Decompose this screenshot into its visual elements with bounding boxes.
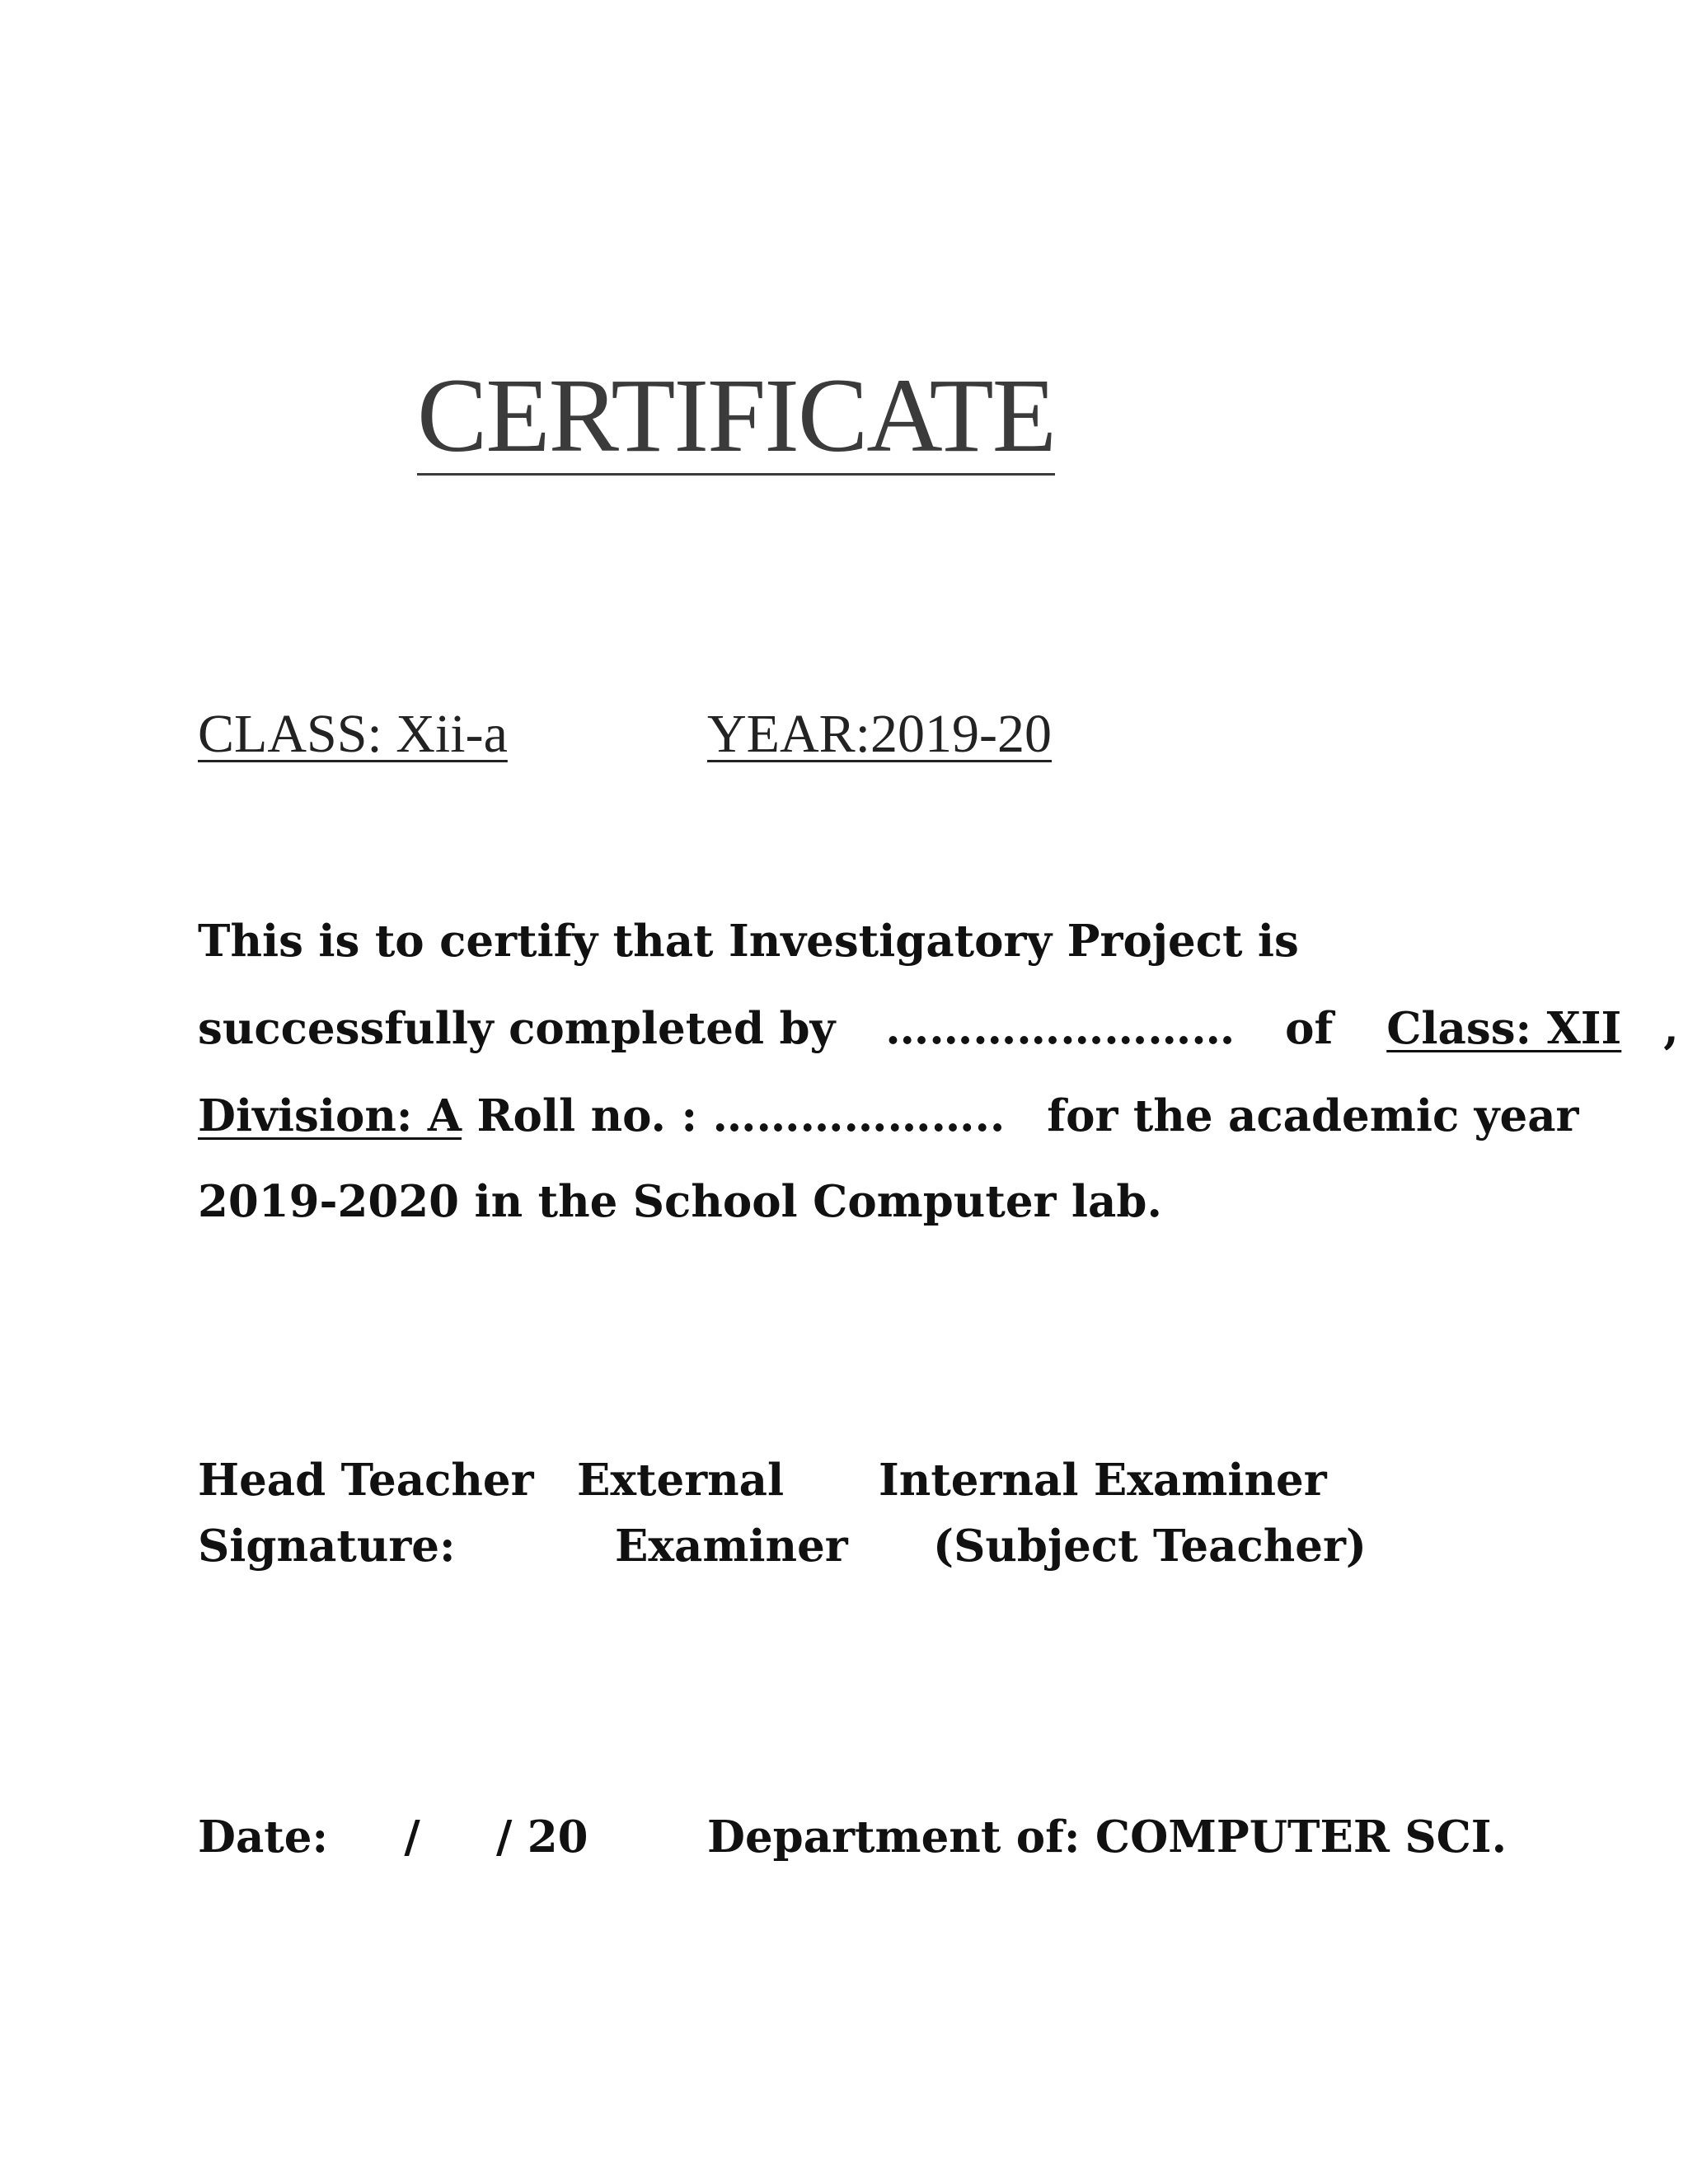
department-label: Department of: COMPUTER SCI. [707,1811,1507,1863]
year-label: YEAR:2019-20 [707,704,1052,764]
class-value: Class: XII [1386,1003,1622,1054]
body-line-4 [198,1176,1162,1227]
body-line-1-text: This is to certify that Investigatory Project is [198,916,1299,967]
roll-number-blank: ……………….. [712,1090,1006,1141]
title-double-underline [417,473,994,476]
student-name-blank: …………………… [885,1003,1236,1054]
body-line-3 [198,1090,1579,1141]
division-value: Division: A [198,1090,462,1141]
of-text: of [1285,1003,1334,1054]
head-teacher-signature-label: Signature: [198,1521,456,1572]
academic-year-text: for the academic year [1047,1090,1579,1141]
head-teacher-label: Head Teacher [198,1455,534,1506]
completed-by-text: successfully completed by [198,1003,836,1054]
class-label: CLASS: Xii-a [198,704,508,764]
certificate-title: CERTIFICATE [417,357,1055,474]
roll-label: Roll no. : [476,1090,698,1141]
subject-teacher-label: (Subject Teacher) [933,1521,1367,1572]
date-field: Date: / / 20 [198,1811,588,1863]
internal-examiner-label: Internal Examiner [879,1455,1327,1506]
body-line-4-text: 2019-2020 in the School Computer lab. [198,1176,1162,1227]
external-examiner-label: Examiner [615,1521,848,1572]
external-label: External [577,1455,785,1506]
body-line-1 [198,916,1299,967]
comma-text: , [1663,1003,1679,1054]
body-line-2 [198,1003,1679,1054]
